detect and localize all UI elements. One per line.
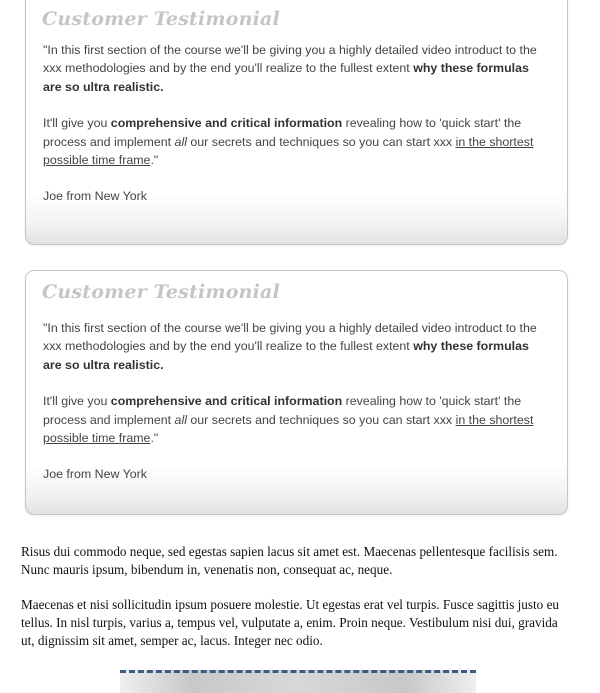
quote-text: It'll give you (43, 394, 111, 409)
quote-link[interactable]: in the shortest possible time frame (43, 412, 534, 446)
testimonial-author: Joe from New York (43, 189, 147, 204)
body-paragraph (21, 543, 566, 579)
dashed-banner (120, 670, 476, 693)
quote-paragraph (43, 114, 548, 169)
testimonial-title: Customer Testimonial (42, 281, 280, 303)
quote-emphasis: why these formulas are so ultra realistic. (43, 61, 529, 94)
quote-italic: all (174, 412, 187, 427)
testimonial-card (25, 0, 568, 245)
quote-italic: all (174, 134, 187, 149)
quote-paragraph (43, 41, 548, 96)
quote-text: ." (150, 431, 159, 446)
testimonial-title: Customer Testimonial (42, 8, 280, 30)
testimonial-quote (43, 319, 548, 484)
testimonial-card (25, 270, 568, 515)
quote-paragraph (43, 392, 548, 447)
quote-text: our secrets and techniques so you can start xxx (186, 412, 456, 427)
quote-text: ." (150, 153, 159, 168)
quote-text: our secrets and techniques so you can start xxx (186, 134, 456, 149)
quote-emphasis: comprehensive and critical information (110, 394, 343, 409)
body-paragraph-text: Maecenas et nisi sollicitudin ipsum posuere molestie. Ut egestas erat vel turpis. Fusce sagittis justo eu tellus. In nisl turpis, varius a, tempus vel, vulputate a, enim. Proin neque. Vestibulum nisi dui, gravida ut, dignissim sit amet, semper ac, lacus. Integer nec odio. (21, 597, 560, 648)
quote-text: revealing how to 'quick start' the process and implement (43, 116, 522, 149)
quote-link[interactable]: in the shortest possible time frame (43, 134, 534, 168)
quote-text: It'll give you (43, 116, 111, 131)
testimonial-quote (43, 41, 548, 206)
quote-emphasis: why these formulas are so ultra realistic. (43, 339, 529, 372)
quote-text: "In this first section of the course we'll be giving you a highly detailed video introduct to the xxx methodologies and by the end you'll realize to the fullest extent (43, 43, 537, 76)
body-paragraph (21, 596, 566, 650)
quote-emphasis: comprehensive and critical information (110, 116, 343, 131)
quote-paragraph (43, 319, 548, 374)
quote-text: revealing how to 'quick start' the process and implement (43, 394, 522, 427)
body-paragraph-text: Risus dui commodo neque, sed egestas sapien lacus sit amet est. Maecenas pellentesque facilisis sem. Nunc mauris ipsum, bibendum in, venenatis non, consequat ac, neque. (21, 544, 558, 577)
testimonial-author: Joe from New York (43, 467, 147, 482)
quote-text: "In this first section of the course we'll be giving you a highly detailed video introduct to the xxx methodologies and by the end you'll realize to the fullest extent (43, 321, 537, 354)
